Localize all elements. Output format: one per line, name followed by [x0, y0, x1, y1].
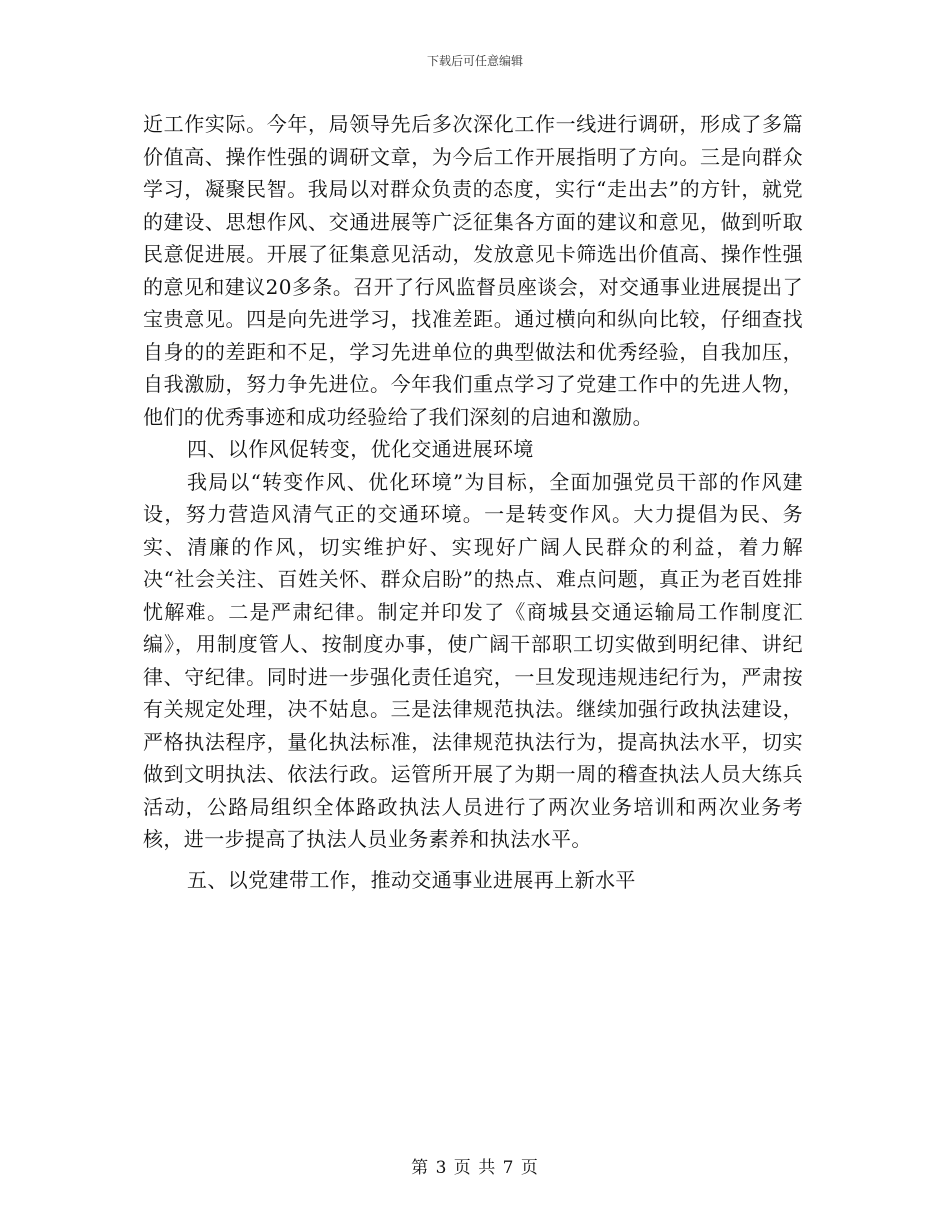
paragraph-section-4: 我局以“转变作风、优化环境”为目标，全面加强党员干部的作风建设，努力营造风清气正的交通环境。一是转变作风。大力提倡为民、务实、清廉的作风，切实维护好、实现好广阔人民群众的利益，着力解决“社会关注、百姓关怀、群众启盼”的热点、难点问题，真正为老百姓排忧解难。二是严肃纪律。制定并印发了《商城县交通运输局工作制度汇编》，用制度管人、按制度办事，使广阔干部职工切实做到明纪律、讲纪律、守纪律。同时进一步强化责任追究，一旦发现违规违纪行为，严肃按有关规定处理，决不姑息。三是法律规范执法。继续加强行政执法建设，严格执法程序，量化执法标准，法律规范执法行为，提高执法水平，切实做到文明执法、依法行政。运管所开展了为期一周的稽查执法人员大练兵活动，公路局组织全体路政执法人员进行了两次业务培训和两次业务考核，进一步提高了执法人员业务素养和执法水平。: [143, 469, 803, 851]
document-body: [143, 108, 803, 896]
page-header: 下载后可任意编辑: [426, 54, 523, 68]
page-footer: 第 3 页 共 7 页: [411, 1158, 539, 1178]
paragraph-continued: 近工作实际。今年，局领导先后多次深化工作一线进行调研，形成了多篇价值高、操作性强的调研文章，为今后工作开展指明了方向。三是向群众学习，凝聚民智。我局以对群众负责的态度，实行“走出去”的方针，就党的建设、思想作风、交通进展等广泛征集各方面的建议和意见，做到听取民意促进展。开展了征集意见活动，发放意见卡筛选出价值高、操作性强的意见和建议20多条。召开了行风监督员座谈会，对交通事业进展提出了宝贵意见。四是向先进学习，找准差距。通过横向和纵向比较，仔细查找自身的的差距和不足，学习先进单位的典型做法和优秀经验，自我加压，自我激励，努力争先进位。今年我们重点学习了党建工作中的先进人物，他们的优秀事迹和成功经验给了我们深刻的启迪和激励。: [143, 112, 803, 429]
section-heading-5: 五、以党建带工作，推动交通事业进展再上新水平: [187, 867, 636, 892]
section-heading-4: 四、以作风促转变，优化交通进展环境: [187, 437, 534, 461]
